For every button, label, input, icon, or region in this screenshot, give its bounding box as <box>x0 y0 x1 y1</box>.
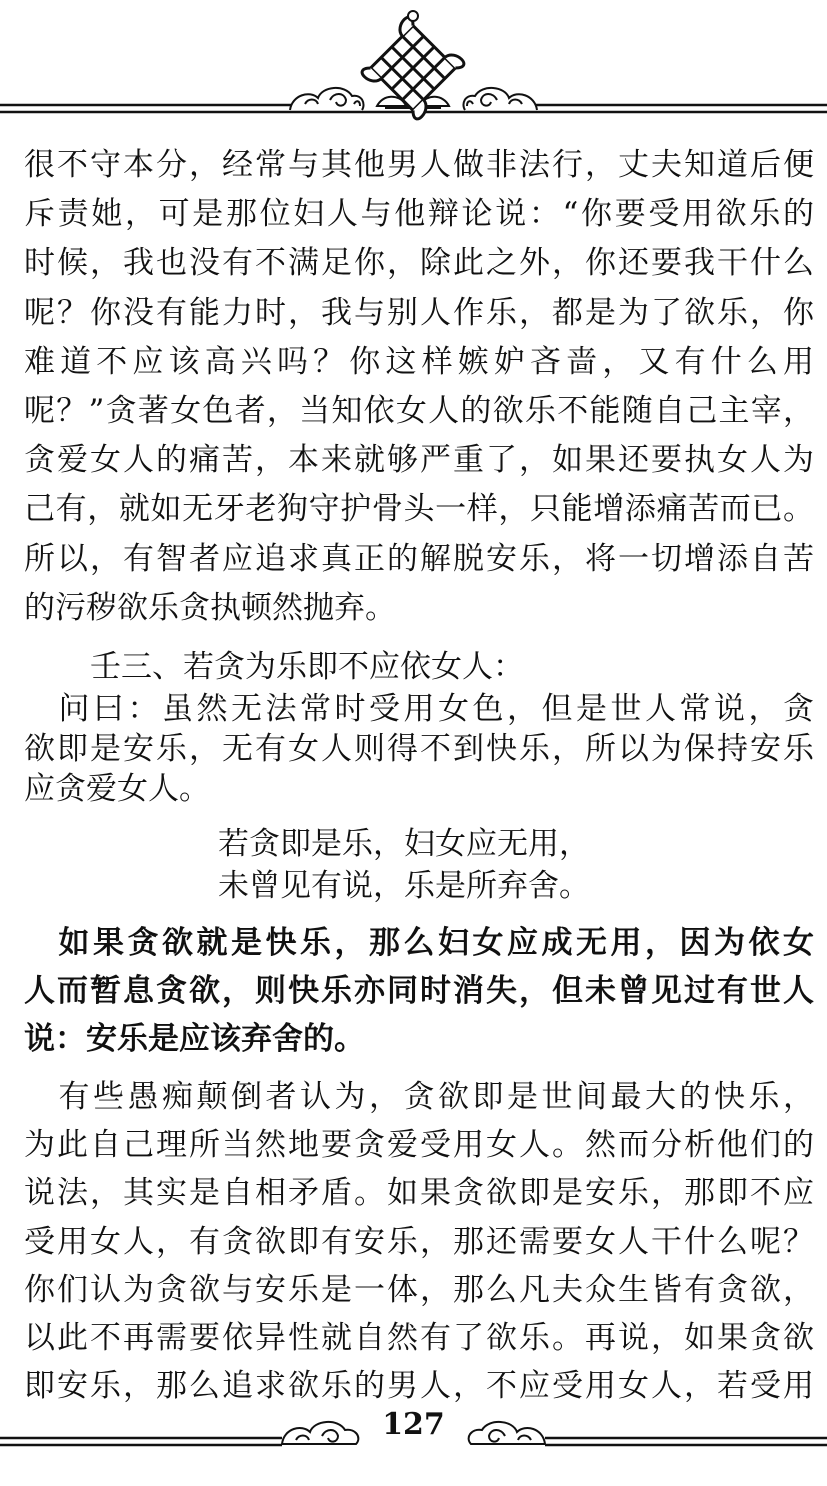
text-line: 人而暂息贪欲，则快乐亦同时消失，但未曾见过有世人 <box>24 973 814 1010</box>
text-line: 以此不再需要依异性就自然有了欲乐。再说，如果贪欲 <box>24 1320 814 1357</box>
text-line: 难道不应该高兴吗？你这样嫉妒吝啬，又有什么用 <box>24 343 814 380</box>
cloud-scroll-left-icon <box>290 88 364 110</box>
text-line: 说：安乐是应该弃舍的。 <box>24 1021 365 1058</box>
text-line: 应贪爱女人。 <box>24 771 210 808</box>
text-line: 斥责她，可是那位妇人与他辩论说：“你要受用欲乐的 <box>24 196 814 233</box>
endless-knot-icon <box>356 11 471 126</box>
commentary-paragraph <box>24 1073 814 1410</box>
question-paragraph <box>24 689 814 809</box>
text-line: 呢？”贪著女色者，当知依女人的欲乐不能随自己主宰， <box>24 393 814 430</box>
paragraph-1 <box>24 141 814 633</box>
text-line: 的污秽欲乐贪执顿然抛弃。 <box>24 589 396 626</box>
section-heading: 壬三、若贪为乐即不应依女人： <box>90 649 524 686</box>
text-line: 很不守本分，经常与其他男人做非法行，丈夫知道后便 <box>24 147 814 183</box>
text-line: 欲即是安乐，无有女人则得不到快乐，所以为保持安乐 <box>24 731 814 768</box>
text-line: 为此自己理所当然地要贪爱受用女人。然而分析他们的 <box>24 1127 814 1164</box>
text-line: 己有，就如无牙老狗守护骨头一样，只能增添痛苦而已。 <box>24 491 814 528</box>
text-line: 有些愚痴颠倒者认为，贪欲即是世间最大的快乐， <box>24 1079 814 1116</box>
text-line: 说法，其实是自相矛盾。如果贪欲即是安乐，那即不应 <box>24 1175 814 1212</box>
page-number: 127 <box>382 1407 445 1442</box>
text-line: 所以，有智者应追求真正的解脱安乐，将一切增添自苦 <box>24 540 814 577</box>
page-header-ornament <box>0 0 827 140</box>
text-line: 你们认为贪欲与安乐是一体，那么凡夫众生皆有贪欲， <box>24 1271 814 1308</box>
text-line: 时候，我也没有不满足你，除此之外，你还要我干什么 <box>24 245 814 282</box>
page-content <box>24 141 814 1410</box>
text-line: 受用女人，有贪欲即有安乐，那还需要女人干什么呢？ <box>24 1223 814 1260</box>
cloud-scroll-right-icon <box>463 88 537 110</box>
verse-line: 若贪即是乐，妇女应无用， <box>218 826 590 863</box>
text-line: 即安乐，那么追求欲乐的男人，不应受用女人，若受用 <box>24 1368 814 1405</box>
text-line: 贪爱女人的痛苦，本来就够严重了，如果还要执女人为 <box>24 442 814 479</box>
verse-block <box>24 823 814 907</box>
text-line: 如果贪欲就是快乐，那么妇女应成无用，因为依女 <box>24 925 814 962</box>
text-line: 问曰：虽然无法常时受用女色，但是世人常说，贪 <box>24 691 814 728</box>
verse-line: 未曾见有说，乐是所弃舍。 <box>218 868 590 905</box>
text-line: 呢？你没有能力时，我与别人作乐，都是为了欲乐，你 <box>24 294 814 331</box>
verse-explanation <box>24 919 814 1063</box>
